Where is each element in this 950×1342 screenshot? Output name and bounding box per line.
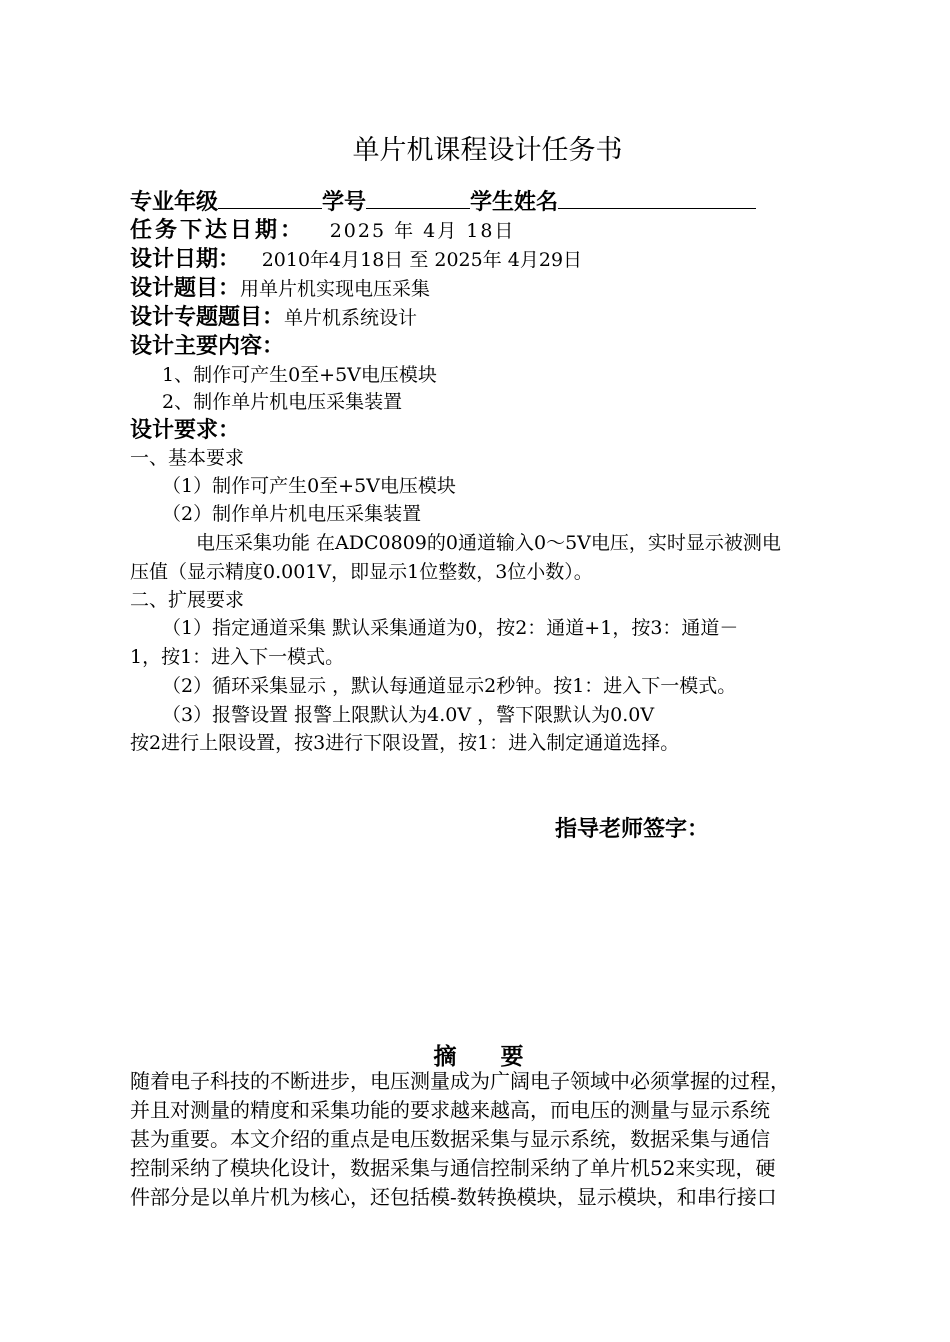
- abstract-line-5: 件部分是以单片机为核心，还包括模-数转换模块，显示模块，和串行接口: [130, 1185, 777, 1209]
- supervisor-signature-label: 指导老师签字：: [555, 817, 710, 842]
- basic-requirements-heading: 一、基本要求: [130, 447, 245, 469]
- abstract-line-2: 并且对测量的精度和采集功能的要求越来越高，而电压的测量与显示系统: [130, 1098, 770, 1122]
- design-topic-label: 设计题目：: [130, 276, 241, 301]
- major-label: 专业年级: [130, 190, 219, 215]
- main-content-label: 设计主要内容：: [130, 334, 285, 359]
- extended-requirement-2: （2）循环采集显示 ，默认每通道显示2秒钟。按1：进入下一模式。: [162, 675, 737, 697]
- document-title: 单片机课程设计任务书: [352, 135, 623, 166]
- extended-requirements-heading: 二、扩展要求: [130, 589, 245, 611]
- extended-requirement-3-line-2: 按2进行上限设置，按3进行下限设置，按1：进入制定通道选择。: [130, 732, 680, 754]
- header-fields-row: [130, 186, 756, 218]
- student-no-blank[interactable]: [366, 186, 470, 209]
- requirements-label: 设计要求：: [130, 418, 241, 443]
- student-no-label: 学号: [322, 190, 367, 215]
- abstract-line-3: 甚为重要。本文介绍的重点是电压数据采集与显示系统，数据采集与通信: [130, 1127, 770, 1151]
- special-topic-row: [130, 303, 417, 333]
- extended-requirement-3-line-1: （3）报警设置 报警上限默认为4.0V ，警下限默认为0.0V: [162, 704, 655, 726]
- basic-detail-line-2: 压值（显示精度0.001V，即显示1位整数，3位小数）。: [130, 561, 593, 583]
- main-content-item-1: 1、制作可产生0至+5V电压模块: [162, 364, 437, 386]
- student-name-blank[interactable]: [558, 186, 756, 209]
- abstract-line-1: 随着电子科技的不断进步，电压测量成为广阔电子领域中必须掌握的过程，: [130, 1069, 790, 1093]
- issue-date-value: 2025 年 4月 18日: [329, 220, 516, 242]
- major-blank[interactable]: [218, 186, 322, 209]
- extended-requirement-1-line-1: （1）指定通道采集 默认采集通道为0，按2：通道+1，按3：通道－: [162, 617, 739, 639]
- abstract-title: 摘 要: [433, 1044, 542, 1070]
- main-content-item-2: 2、制作单片机电压采集装置: [162, 391, 403, 413]
- design-date-value: 2010年4月18日 至 2025年 4月29日: [261, 249, 583, 271]
- abstract-line-4: 控制采纳了模块化设计，数据采集与通信控制采纳了单片机52来实现，硬: [130, 1156, 776, 1180]
- design-date-row: [130, 245, 582, 275]
- basic-detail-line-1: 电压采集功能 在ADC0809的0通道输入0～5V电压，实时显示被测电: [196, 532, 781, 554]
- design-topic-value: 用单片机实现电压采集: [240, 278, 431, 300]
- student-name-label: 学生姓名: [470, 190, 559, 215]
- special-topic-label: 设计专题题目：: [130, 305, 285, 330]
- basic-requirement-1: （1）制作可产生0至+5V电压模块: [162, 475, 456, 497]
- basic-requirement-2: （2）制作单片机电压采集装置: [162, 503, 422, 525]
- design-date-label: 设计日期：: [130, 247, 241, 272]
- issue-date-label: 任务下达日期：: [130, 218, 306, 243]
- design-topic-row: [130, 274, 430, 304]
- issue-date-row: [130, 216, 515, 246]
- special-topic-value: 单片机系统设计: [284, 307, 418, 329]
- extended-requirement-1-line-2: 1，按1：进入下一模式。: [130, 646, 345, 668]
